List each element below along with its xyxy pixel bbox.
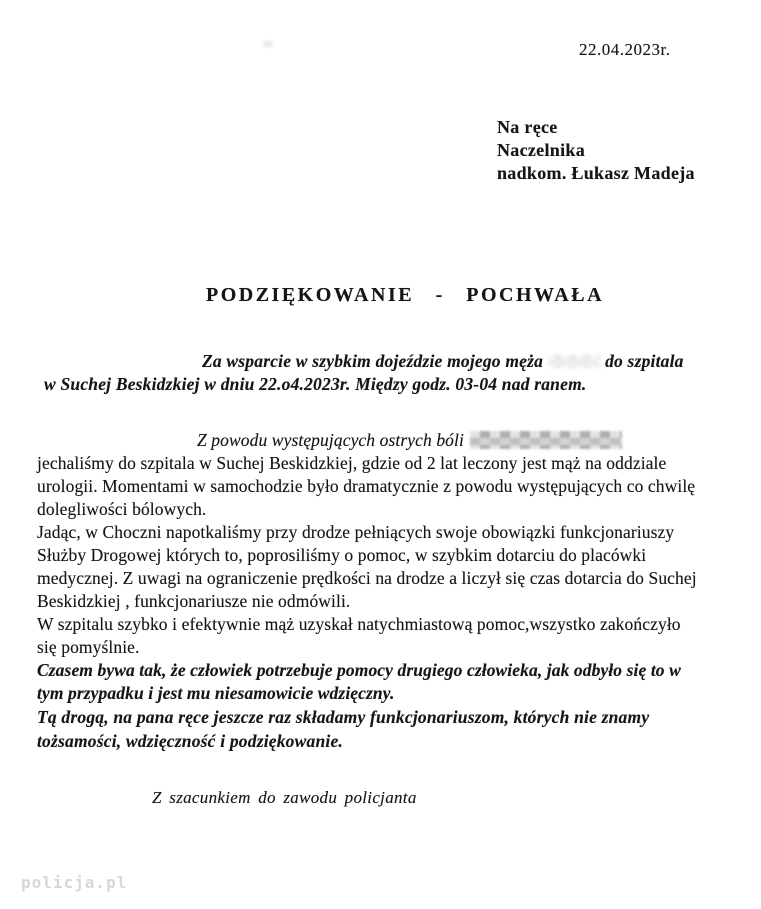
letter-date: 22.04.2023r.: [579, 40, 671, 59]
addressee-line-na-rece: Na ręce: [497, 117, 558, 137]
closing-line: Z szacunkiem do zawodu policjanta: [152, 788, 417, 807]
addressee-line-name: nadkom. Łukasz Madeja: [497, 163, 695, 183]
thanks-paragraph: Tą drogą, na pana ręce jeszcze raz składamy funkcjonariuszom, których nie znamy tożsamości, wdzięczność i podziękowanie.: [37, 707, 650, 751]
body-intro-italic-text: Z powodu występujących ostrych bóli: [197, 430, 464, 450]
redacted-pixelated-block: [470, 431, 622, 449]
scan-artifact-smudge: [263, 41, 273, 47]
policja-watermark: policja.pl: [21, 873, 128, 892]
body-paragraph-intro: [37, 429, 697, 452]
body-paragraph-3: W szpitalu szybko i efektywnie mąż uzyskał natychmiastową pomoc,wszystko zakończyło się pomyślnie.: [37, 614, 681, 657]
body-paragraph-4-italic: Czasem bywa tak, że człowiek potrzebuje pomocy drugiego człowieka, jak odbyło się to w tym przypadku i jest mu niesamowicie wdzięczny.: [37, 660, 681, 703]
letter-title: PODZIĘKOWANIE - POCHWAŁA: [205, 284, 605, 306]
addressee-block: [497, 116, 695, 185]
body-paragraph-1: jechaliśmy do szpitala w Suchej Beskidzkiej, gdzie od 2 lat leczony jest mąż na oddziale urologii. Momentami w samochodzie było dramatycznie z powodu występujących co chwilę dolegliwości bólowych.: [37, 453, 696, 519]
body-paragraph-2: Jadąc, w Choczni napotkaliśmy przy drodze pełniących swoje obowiązki funkcjonariuszy Służby Drogowej których to, poprosiliśmy o pomoc, w szybkim dotarciu do placówki medycznej. Z uwagi na ograniczenie prędkości na drodze a liczył się czas dotarcia do Suchej Beskidzkiej , funkcjonariusze nie odmówili.: [37, 522, 697, 611]
redacted-name-blur: [548, 355, 600, 368]
lead-text-part1: Za wsparcie w szybkim dojeździe mojego męża: [202, 351, 544, 371]
lead-text-part2: do szpitala w Suchej Beskidzkiej w dniu 22.o4.2023r. Między godz. 03-04 nad ranem.: [44, 351, 684, 394]
addressee-line-naczelnika: Naczelnika: [497, 140, 585, 160]
lead-paragraph: [44, 350, 696, 396]
letter-body: [37, 429, 697, 705]
